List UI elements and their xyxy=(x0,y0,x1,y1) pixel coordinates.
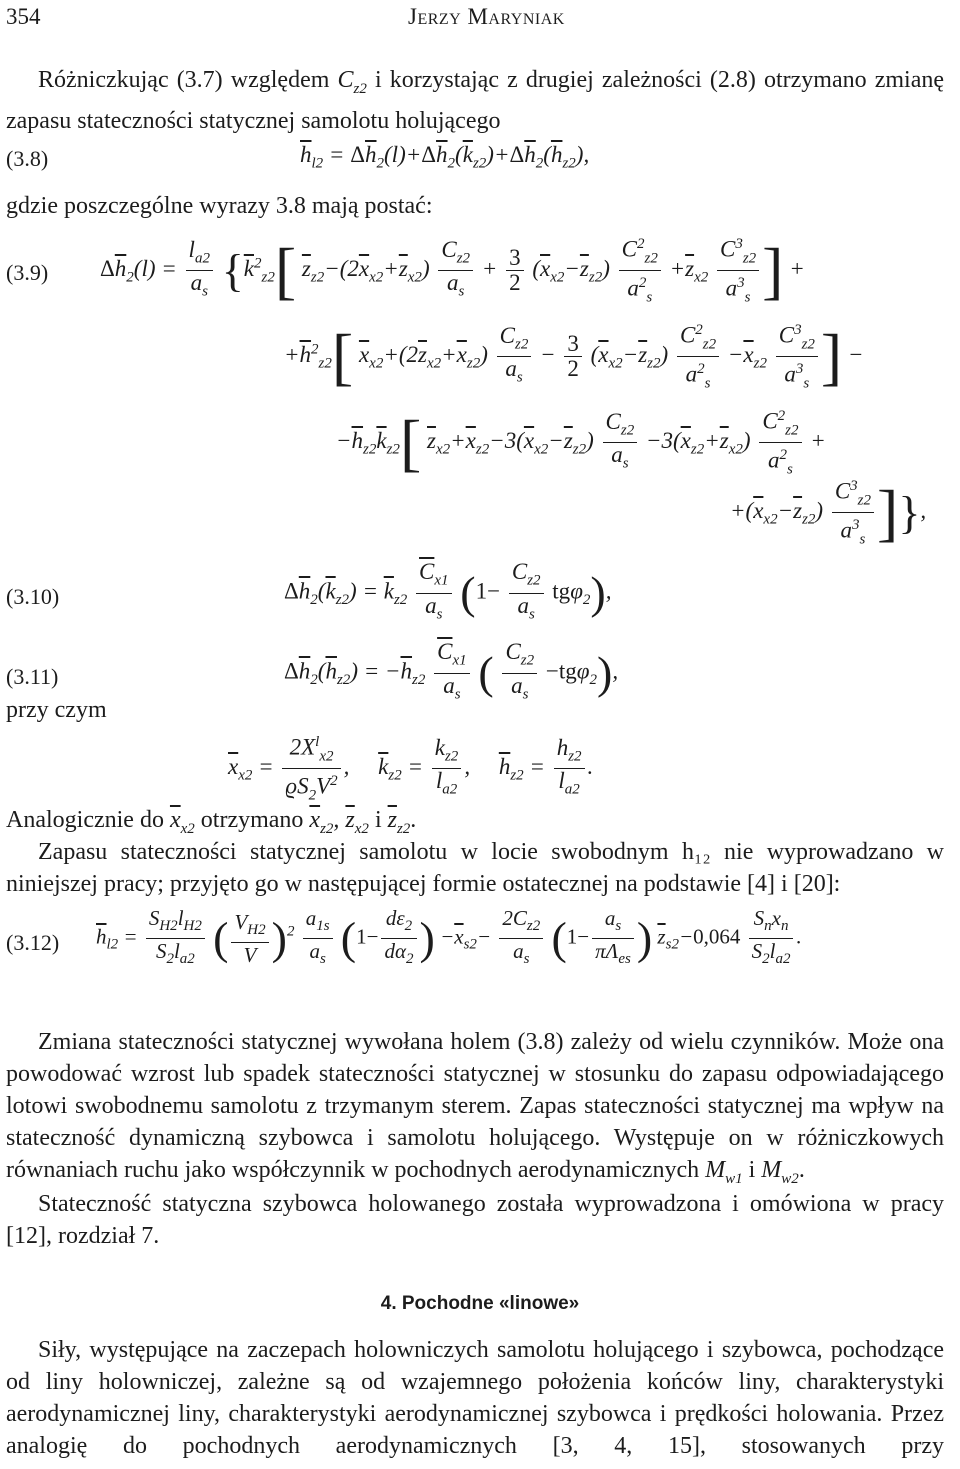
equation-label-3-11: (3.11) xyxy=(6,664,59,689)
equation-label-3-12: (3.12) xyxy=(6,930,60,955)
equation-3-10: $\Delta\overline{h}_2(\overline{k}_{z2}) = \overline{k}_{z2}$ $\frac{\overline{C}_{x1}}{a_s}$ (1− $\frac{C_{z2}}{a_s}$ tgφ$_2$), xyxy=(284,559,612,623)
running-author: Jerzy Maryniak xyxy=(408,4,565,29)
analogicznie-text: Analogicznie do $\overline{x}_{x2}$ otrzymano $\overline{x}_{z2}$, $\overline{z}_{x2}$ i $\overline{z}_{z2}$. xyxy=(6,807,417,837)
intro-paragraph: Różniczkując (3.7) względem $C_{z2}$ i korzystając z drugiej zależności (2.8) otrzymano zmianę zapasu stateczności statycznej samolotu holującego xyxy=(6,67,945,134)
running-header xyxy=(6,4,944,34)
equation-3-9-line1: $\Delta\overline{h}_2(l)$ = $\frac{l_{a2}}{a_s}$ {$\overline{k}^2_{z2}$[ $\overline{z}_{z2}-(2\overline{x}_{x2}+\overline{z}_{x2})$ $\frac{C_{z2}}{a_s}$ + $\frac{3}{2}$ $(\overline{x}_{x2}-\overline{z}_{z2})$ $\frac{C^2_{z2}}{a^2_s}$ $+\overline{z}_{x2}$ $\frac{C^3_{z2}}{a^3_s}$ ] + xyxy=(100,232,805,310)
equation-definitions: $\overline{x}_{x2}$ = $\frac{2X^l_{x2}}{ϱS_2V^2}$ , $\overline{k}_{z2}$ = $\frac{k_{z2}}{l_{a2}}$ , $\overline{h}_{z2}$ = $\frac{h_{z2}}{l_{a2}}$ . xyxy=(228,730,593,808)
equation-3-12: $\overline{h}_{l2}$ = $\frac{S_{H2}l_{H2}}{S_2l_{a2}}$ ( $\frac{V_{H2}}{V}$ )$^2$ $\frac{a_{1s}}{a_s}$ (1− $\frac{d\varepsilon_2}{d\alpha_2}$ ) $-\overline{x}_{s2}-$ $\frac{2C_{z2}}{a_s}$ (1− $\frac{a_s}{\pi\Lambda_{es}}$ ) $\overline{z}_{s2}-0,064$ $\frac{S_nx_n}{S_2l_{a2}}$ . xyxy=(96,906,802,968)
equation-3-9-line3: $-\overline{h}_{z2}\overline{k}_{z2}$[ $\overline{z}_{x2}+\overline{x}_{z2}-3(\overline{x}_{x2}-\overline{z}_{z2})$ $\frac{C_{z2}}{a_s}$ $-3(\overline{x}_{z2}+\overline{z}_{x2})$ $\frac{C^2_{z2}}{a^2_s}$ + xyxy=(336,404,826,482)
sily-paragraph: Siły, występujące na zaczepach holowniczych samolotu holującego i szybowca, pochodzące od liny holowniczej, zależne są od wzajemnego położenia końców liny, charakterystyki aerodynamicznej liny, charakterystyki aerodynamicznej szybowca i prędkości holowania. Przez analogię do pochodnych aerodynamicznych [3, 4, 15], stosowanych przy xyxy=(6,1337,944,1459)
page-number: 354 xyxy=(6,4,41,29)
equation-label-3-10: (3.10) xyxy=(6,584,60,609)
equation-label-3-8: (3.8) xyxy=(6,146,49,171)
equation-label-3-9: (3.9) xyxy=(6,260,49,285)
section-heading: 4. Pochodne «linowe» xyxy=(380,1293,580,1314)
equation-3-9-line4: $+(\overline{x}_{x2}-\overline{z}_{z2})$ $\frac{C^3_{z2}}{a^3_s}$ ]}, xyxy=(730,474,926,552)
statecznosc-paragraph: Stateczność statyczna szybowca holowanego została wyprowadzona i omówiona w pracy [12], rozdział 7. xyxy=(6,1191,944,1249)
equation-3-9-line2: $+\overline{h}^2_{z2}$[ $\overline{x}_{x2}+(2\overline{z}_{x2}+\overline{x}_{z2})$ $\frac{C_{z2}}{a_s}$ − $\frac{3}{2}$ $(\overline{x}_{x2}-\overline{z}_{z2})$ $\frac{C^2_{z2}}{a^2_s}$ $-\overline{x}_{z2}$ $\frac{C^3_{z2}}{a^3_s}$ ] − xyxy=(284,318,864,396)
przy-czym-text: przy czym xyxy=(6,697,107,723)
zapasu-paragraph: Zapasu stateczności statycznej samolotu w locie swobodnym h₁₂ nie wyprowadzano w niniejszej pracy; przyjęto go w następującej formie ostatecznej na podstawie [4] i [20]: xyxy=(6,839,944,897)
zmiana-paragraph: Zmiana stateczności statycznej wywołana holem (3.8) zależy od wielu czynników. Może ona powodować wzrost lub spadek stateczności statycznej w stosunku do zapasu odpowiadającego lotowi swobodnemu samolotu z trzymanym sterem. Zapas stateczności statycznej ma wpływ na stateczność dynamiczną szybowca i samolotu holującego. Występuje on w różniczkowych równaniach ruchu jako współczynnik w pochodnych aerodynamicznych $M_{w1}$ i $M_{w2}$. xyxy=(6,1029,944,1187)
gdzie-text: gdzie poszczególne wyrazy 3.8 mają postać: xyxy=(6,193,433,219)
equation-3-8: $\overline{h}_{l2} = \Delta\overline{h}_2(l)+\Delta\overline{h}_2(\overline{k}_{z2})+\Delta\overline{h}_2(\overline{h}_{z2})$, xyxy=(300,142,590,172)
equation-3-11: $\Delta\overline{h}_2(\overline{h}_{z2}) = -\overline{h}_{z2}$ $\frac{\overline{C}_{x1}}{a_s}$ ( $\frac{C_{z2}}{a_s}$ −tgφ$_2$), xyxy=(284,639,619,703)
